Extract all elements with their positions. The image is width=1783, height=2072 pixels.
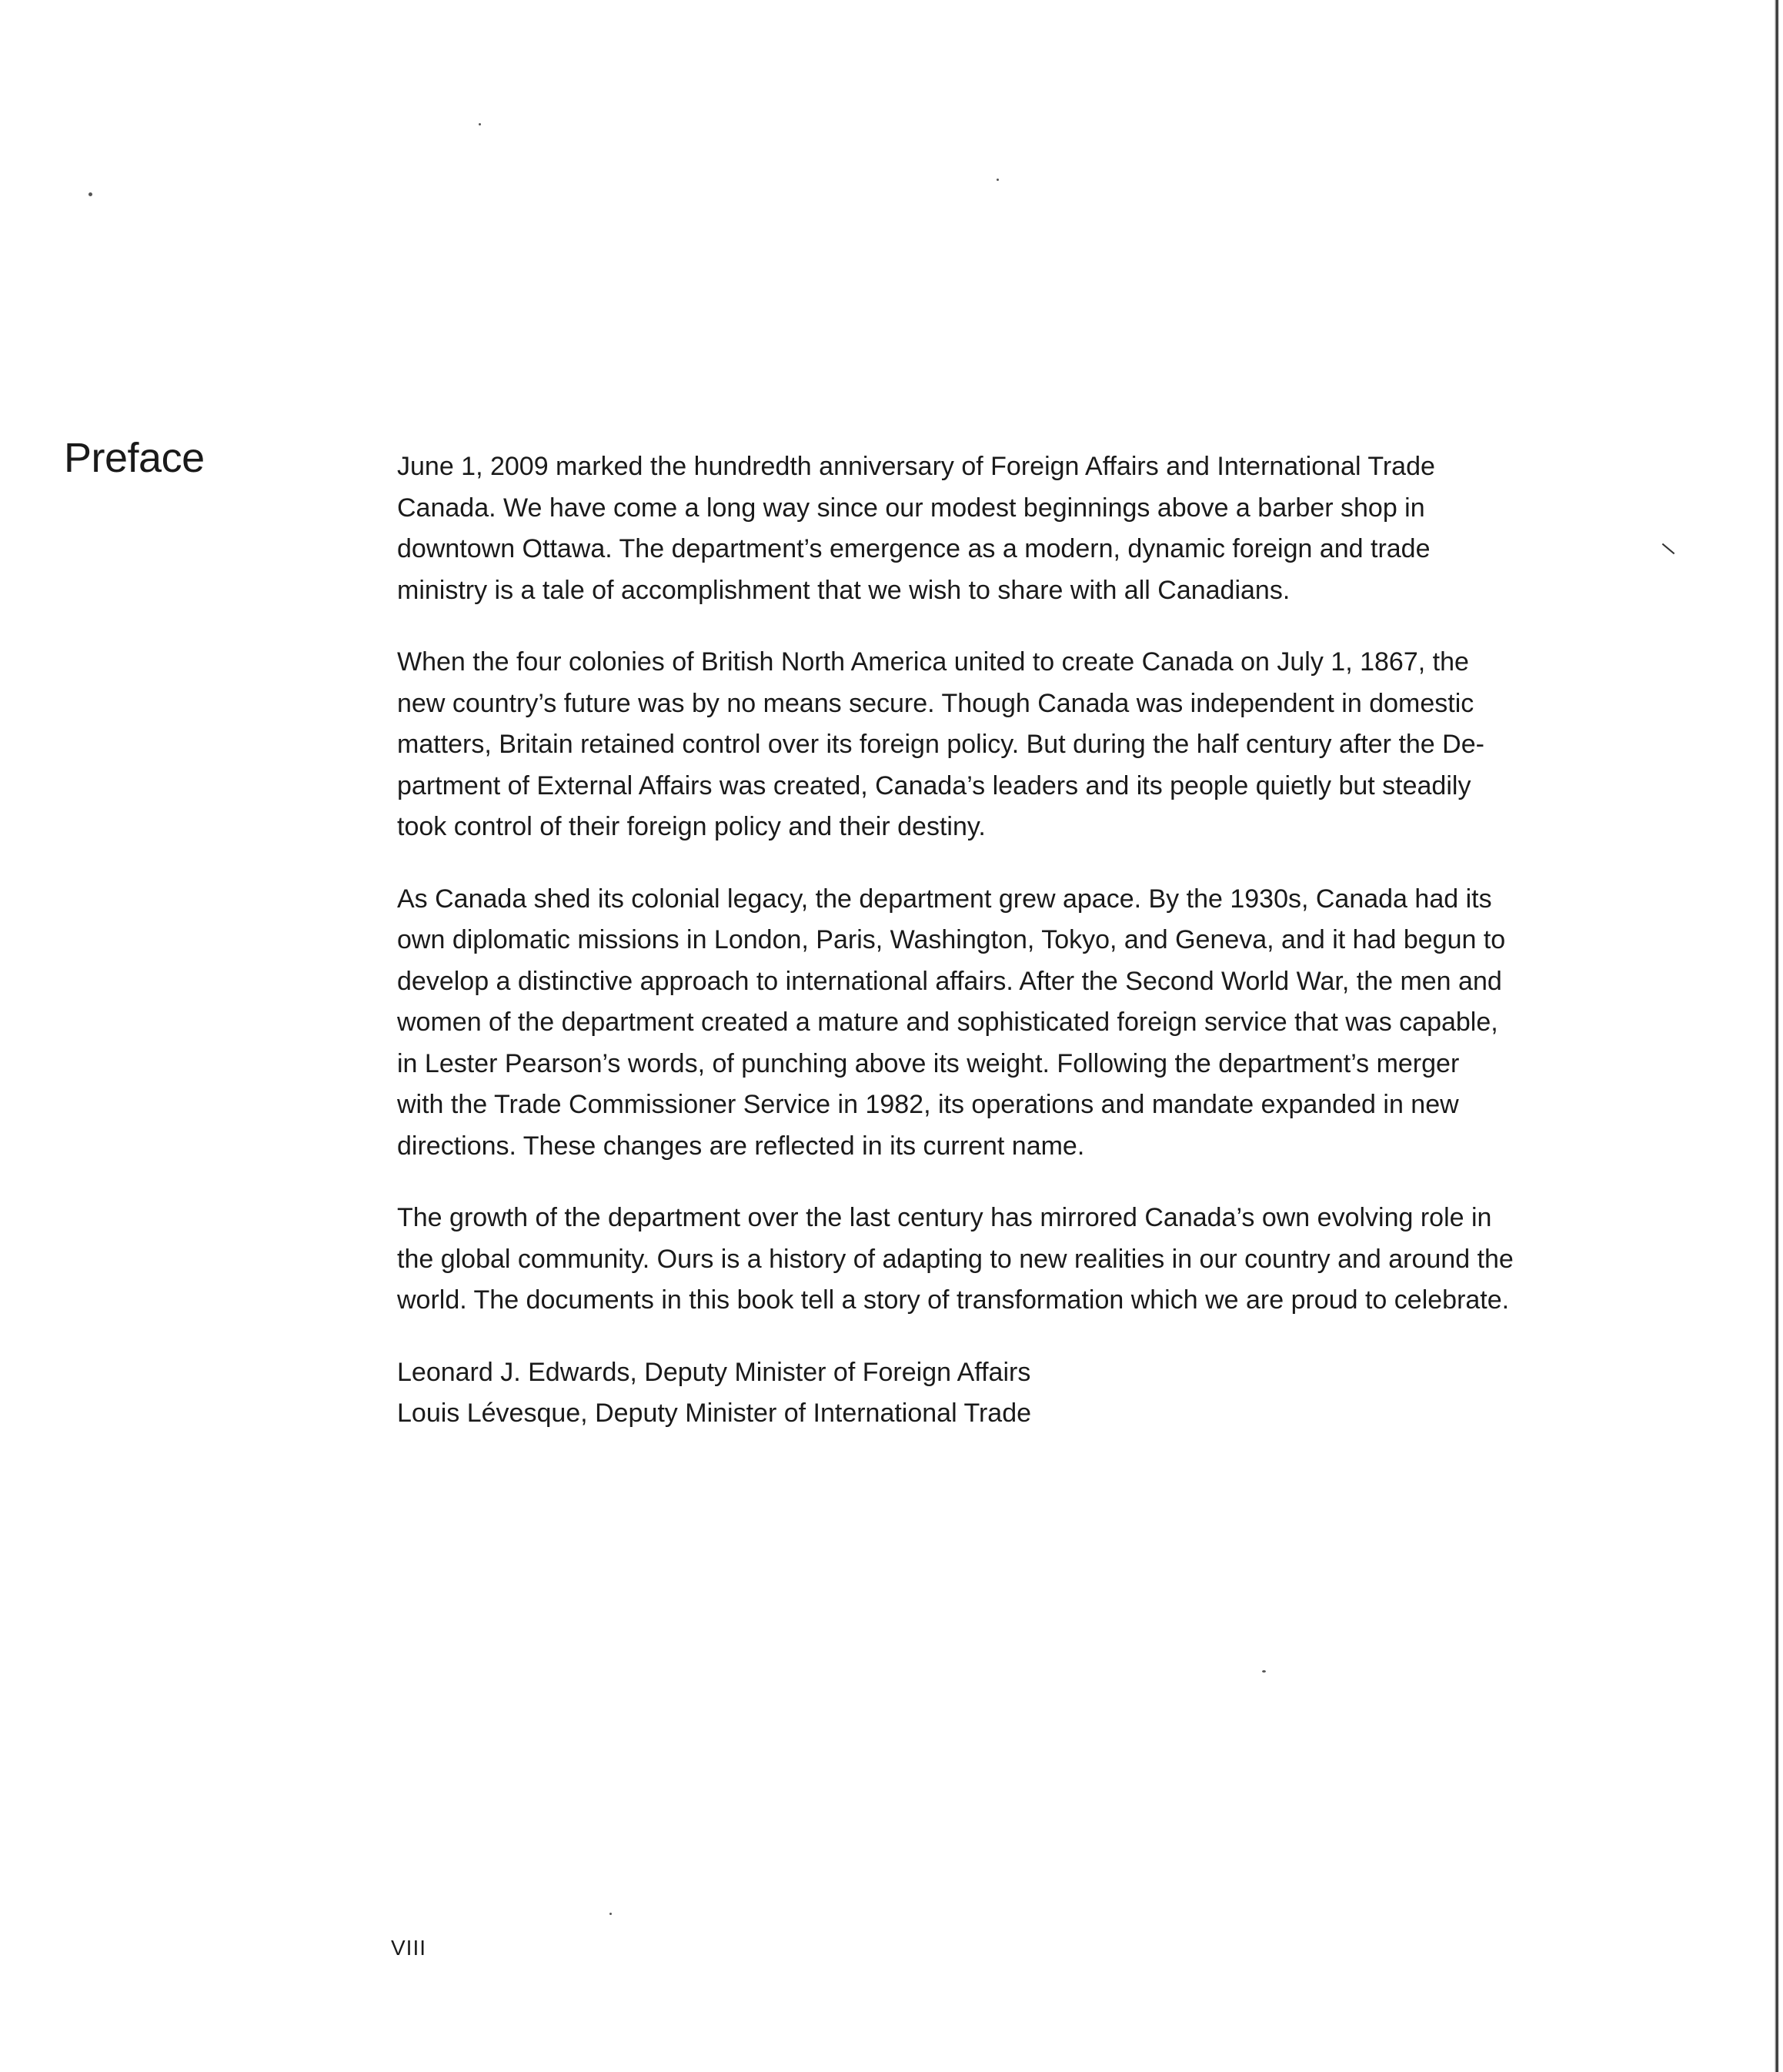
paragraph: The growth of the department over the last century has mirrored Canada’s own evolving role in the global community. Ours is a history of adapting to new realities in our country and around the world. The documents in this book tell a story of transformation which we are proud to celebrate. bbox=[397, 1203, 1514, 1315]
page-title: Preface bbox=[64, 435, 205, 481]
paragraph: When the four colonies of British North America united to create Canada on July 1, 1867, the new country’s future was by no means secure. Though Canada was independent in domestic matters, Britain retained control over its foreign policy. But during the half century after the De- partment of External Affairs was created, Canada’s leaders and its people quietly but steadily took control of their foreign policy and their destiny. bbox=[397, 647, 1484, 841]
scan-speck bbox=[609, 1913, 612, 1915]
signature-block bbox=[397, 1352, 1551, 1435]
scan-speck bbox=[479, 123, 481, 125]
paragraph: As Canada shed its colonial legacy, the department grew apace. By the 1930s, Canada had its own diplomatic missions in London, Paris, Washington, Tokyo, and Geneva, and it had begun to develop a distinctive approach to international affairs. After the Second World War, the men and women of the department created a mature and sophisticated foreign service that was capable, in Lester Pearson’s words, of punching above its weight. Following the department’s merger with the Trade Commissioner Service in 1982, its operations and mandate expanded in new directions. These changes are reflected in its current name. bbox=[397, 884, 1506, 1161]
scan-speck bbox=[88, 192, 92, 196]
signature-line: Louis Lévesque, Deputy Minister of International Trade bbox=[397, 1399, 1032, 1428]
binding-edge bbox=[1775, 0, 1779, 2072]
paragraph: June 1, 2009 marked the hundredth anniversary of Foreign Affairs and International Trade Canada. We have come a long way since our modest beginnings above a barber shop in downtown Ottawa. The department’s emergence as a modern, dynamic foreign and trade ministry is a tale of accomplishment that we wish to share with all Canadians. bbox=[397, 452, 1435, 605]
preface-body bbox=[397, 446, 1551, 1435]
scan-speck bbox=[1262, 1670, 1266, 1673]
page-number: VIII bbox=[391, 1936, 427, 1960]
scan-speck bbox=[997, 179, 999, 181]
signature-line: Leonard J. Edwards, Deputy Minister of Foreign Affairs bbox=[397, 1357, 1031, 1387]
stray-mark bbox=[1662, 543, 1675, 554]
